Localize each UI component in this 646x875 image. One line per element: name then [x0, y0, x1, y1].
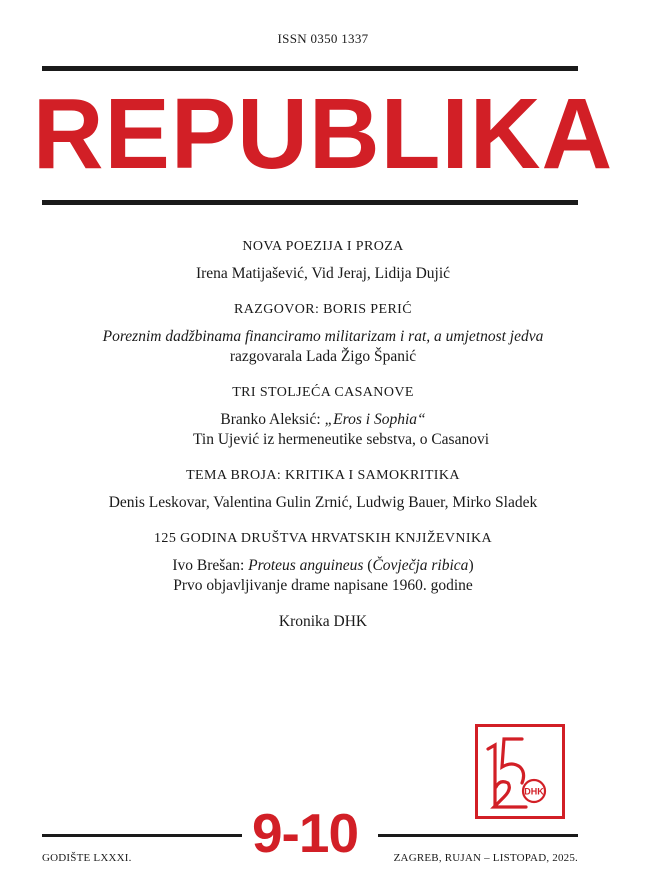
- play-title: Proteus anguineus: [248, 557, 364, 574]
- article-author: Branko Aleksić:: [220, 411, 325, 428]
- section-heading: NOVA POEZIJA I PROZA: [242, 239, 404, 254]
- anniversary-logo-icon: [478, 727, 562, 816]
- section-heading: TRI STOLJEĆA CASANOVE: [232, 385, 414, 400]
- section-chronicle: [0, 612, 646, 632]
- article-title: „Eros i Sophia“: [324, 411, 426, 428]
- section-heading: 125 GODINA DRUŠTVA HRVATSKIH KNJIŽEVNIKA: [154, 531, 492, 546]
- section-heading: RAZGOVOR: BORIS PERIĆ: [234, 302, 412, 317]
- section-authors: Irena Matijašević, Vid Jeraj, Lidija Dujić: [195, 265, 451, 282]
- section-interview: [0, 300, 646, 367]
- section-authors: Denis Leskovar, Valentina Gulin Zrnić, Ludwig Bauer, Mirko Sladek: [108, 494, 538, 511]
- footer-rule-left: [42, 834, 242, 837]
- issn: ISSN 0350 1337: [277, 31, 369, 46]
- paren-close: ): [468, 557, 474, 574]
- section-credit: razgovarala Lada Žigo Španić: [229, 348, 417, 365]
- section-article-1: [0, 410, 646, 430]
- paren-open: (: [363, 557, 373, 574]
- masthead-bottom-rule: [42, 200, 578, 205]
- footer-place-date: ZAGREB, RUJAN – LISTOPAD, 2025.: [393, 852, 578, 864]
- section-chronicle-title: Kronika DHK: [278, 613, 368, 630]
- anniversary-logo: [475, 724, 565, 819]
- masthead-title: REPUBLIKA: [32, 78, 614, 190]
- section-casanova: [0, 383, 646, 450]
- footer-volume: GODIŠTE LXXXI.: [42, 852, 132, 864]
- section-note: Prvo objavljivanje drame napisane 1960. godine: [173, 577, 473, 594]
- section-article-2: Tin Ujević iz hermeneutike sebstva, o Casanovi: [192, 431, 490, 448]
- masthead-top-rule: [42, 66, 578, 71]
- section-dhk-anniversary: [0, 529, 646, 596]
- issue-number: 9-10: [251, 802, 359, 864]
- logo-seal-text: DHK: [524, 786, 544, 797]
- play-author: Ivo Brešan:: [172, 557, 249, 574]
- section-play: [0, 556, 646, 576]
- play-subtitle: Čovječja ribica: [372, 557, 469, 574]
- footer-rule-right: [378, 834, 578, 837]
- section-poetry-prose: [0, 237, 646, 284]
- section-theme: [0, 466, 646, 513]
- section-heading: TEMA BROJA: KRITIKA I SAMOKRITIKA: [186, 468, 460, 483]
- section-title: Poreznim dadžbinama financiramo militarizam i rat, a umjetnost jedva: [102, 328, 544, 345]
- table-of-contents: [0, 237, 646, 648]
